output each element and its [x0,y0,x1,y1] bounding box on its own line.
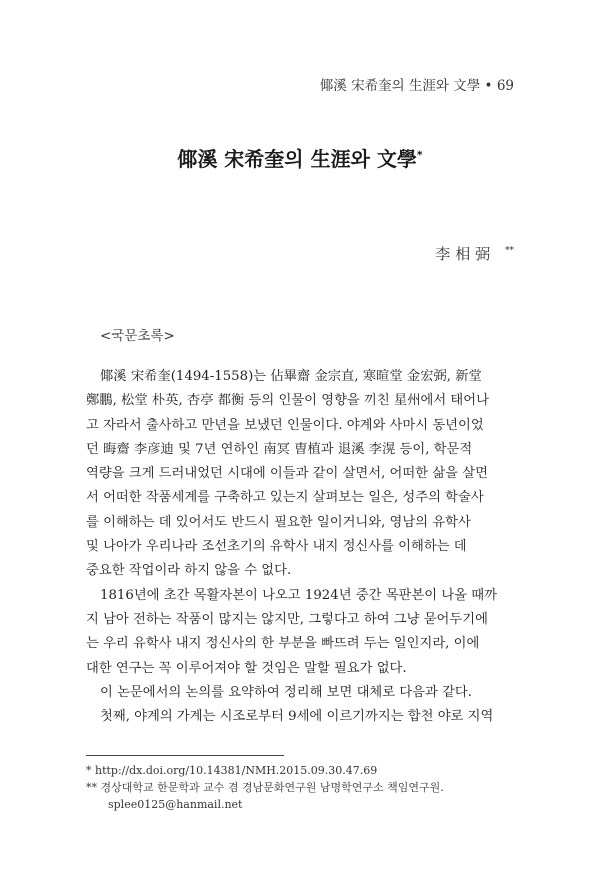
title-footnote-mark: * [416,148,423,162]
text-line: 倻溪 宋希奎(1494-1558)는 佔畢齋 金宗直, 寒暄堂 金宏弼, 新堂 [100,369,482,384]
author-text: 李相弼 [435,245,496,263]
article-title [0,143,600,172]
abstract-label: <국문초록> [100,328,175,344]
text-line: 역량을 크게 드러내었던 시대에 이들과 같이 살면서, 어떠한 삶을 살면 [86,466,488,482]
abstract-paragraph-1 [86,365,516,729]
footnote-doi: * http://dx.doi.org/10.14381/NMH.2015.09.30.47.69 [86,764,378,777]
author-footnote-mark: ** [505,246,514,256]
footnote-author-email: splee0125@hanmail.net [108,798,243,811]
text-line: 던 晦齋 李彦迪 및 7년 연하인 南冥 曺植과 退溪 李滉 등이, 학문적 [86,441,473,457]
text-line: 서 어떠한 작품세계를 구축하고 있는지 살펴보는 일은, 성주의 학술사 [86,490,484,506]
title-text: 倻溪 宋希奎의 生涯와 文學 [177,147,417,171]
text-line: 첫째, 야계의 가계는 시조로부터 9세에 이르기까지는 합천 야로 지역 [100,709,494,725]
text-line: 1816년에 초간 목활자본이 나오고 1924년 중간 목판본이 나올 때까 [100,587,497,603]
text-line: 이 논문에서의 논의를 요약하여 정리해 보면 대체로 다음과 같다. [100,684,473,700]
text-line: 는 우리 유학사 내지 정신사의 한 부분을 빠뜨려 두는 일인지라, 이에 [86,636,480,652]
text-line: 를 이해하는 데 있어서도 반드시 필요한 일이거니와, 영남의 유학사 [86,514,471,530]
text-line: 대한 연구는 꼭 이루어져야 할 것임은 말할 필요가 없다. [86,660,407,676]
text-line: 고 자라서 출사하고 만년을 보냈던 인물이다. 야계와 사마시 동년이었 [86,417,484,433]
running-head: 倻溪 宋希奎의 生涯와 文學 • 69 [319,78,514,94]
text-line: 鄭鵬, 松堂 朴英, 杏亭 都衡 등의 인물이 영향을 끼친 星州에서 태어나 [86,393,489,409]
text-line: 중요한 작업이라 하지 않을 수 없다. [86,563,292,579]
footnotes [86,762,526,813]
text-line: 지 남아 전하는 작품이 많지는 않지만, 그렇다고 하여 그냥 묻어두기에 [86,611,488,627]
footnote-author-affiliation: ** 경상대학교 한문학과 교수 겸 경남문화연구원 남명학연구소 책임연구원. [86,781,444,794]
text-line: 및 나아가 우리나라 조선초기의 유학사 내지 정신사를 이해하는 데 [86,539,467,555]
author-name [435,243,514,264]
footnote-divider [86,755,284,756]
